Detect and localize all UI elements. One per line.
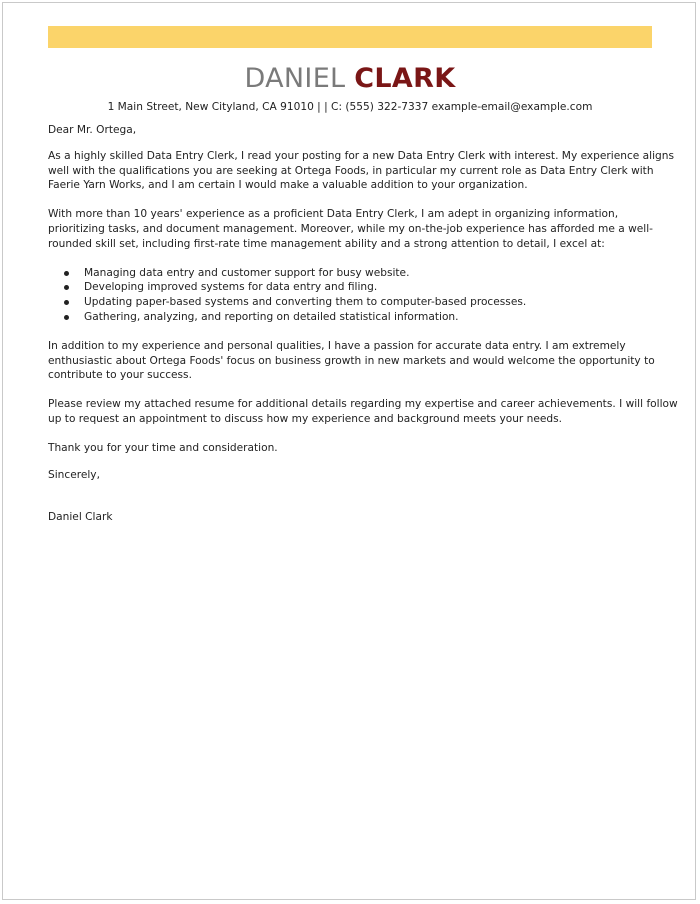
list-item-text: Updating paper-based systems and converting them to computer-based processes.: [84, 296, 527, 309]
list-item: [48, 310, 660, 325]
list-item-text: Gathering, analyzing, and reporting on detailed statistical information.: [84, 310, 459, 323]
paragraph-passion: [48, 339, 660, 383]
paragraph-line: As a highly skilled Data Entry Clerk, I read your posting for a new Data Entry Clerk with interest. My experience aligns: [48, 149, 674, 162]
bullet-icon: [64, 285, 69, 290]
paragraph-line: well with the qualifications you are seeking at Ortega Foods, in particular my current role as Data Entry Clerk with: [48, 164, 654, 177]
paragraph-line: Please review my attached resume for additional details regarding my expertise and career achievements. I will follow: [48, 398, 678, 411]
list-item-text: Developing improved systems for data entry and filing.: [84, 281, 378, 294]
closing: Sincerely,: [48, 468, 100, 481]
paragraph-line: prioritizing tasks, and document management. Moreover, while my on-the-job experience has afforded me a well-: [48, 222, 653, 235]
skills-list: [48, 266, 660, 325]
paragraph-line: rounded skill set, including first-rate time management ability and a strong attention to detail, I excel at:: [48, 237, 605, 250]
list-item-text: Managing data entry and customer support for busy website.: [84, 266, 410, 279]
list-item: [48, 280, 660, 295]
paragraph-line: In addition to my experience and personal qualities, I have a passion for accurate data entry. I am extremely: [48, 339, 626, 352]
thank-you-line: Thank you for your time and consideration.: [48, 441, 278, 454]
list-item: [48, 266, 660, 281]
paragraph-line: enthusiastic about Ortega Foods' focus on business growth in new markets and would welcome the opportunity to: [48, 354, 655, 367]
header-banner: [48, 26, 652, 48]
paragraph-line: contribute to your success.: [48, 369, 192, 382]
list-item: [48, 295, 660, 310]
bullet-icon: [64, 271, 69, 276]
paragraph-followup: [48, 397, 678, 427]
paragraph-line: With more than 10 years' experience as a proficient Data Entry Clerk, I am adept in organizing information,: [48, 208, 619, 221]
paragraph-line: Faerie Yarn Works, and I am certain I would make a valuable addition to your organization.: [48, 179, 528, 192]
last-name: CLARK: [354, 63, 456, 94]
paragraph-experience: [48, 207, 660, 251]
salutation: Dear Mr. Ortega,: [48, 124, 137, 136]
signature-name: Daniel Clark: [48, 511, 113, 524]
applicant-name: [0, 62, 700, 96]
paragraph-intro: [48, 149, 674, 193]
letter-body: [48, 123, 678, 525]
contact-line: 1 Main Street, New Cityland, CA 91010 | | C: (555) 322-7337 example-email@example.com: [107, 101, 593, 113]
bullet-icon: [64, 315, 69, 320]
first-name: DANIEL: [244, 63, 346, 94]
bullet-icon: [64, 300, 69, 305]
paragraph-line: up to request an appointment to discuss how my experience and background meets your needs.: [48, 412, 562, 425]
